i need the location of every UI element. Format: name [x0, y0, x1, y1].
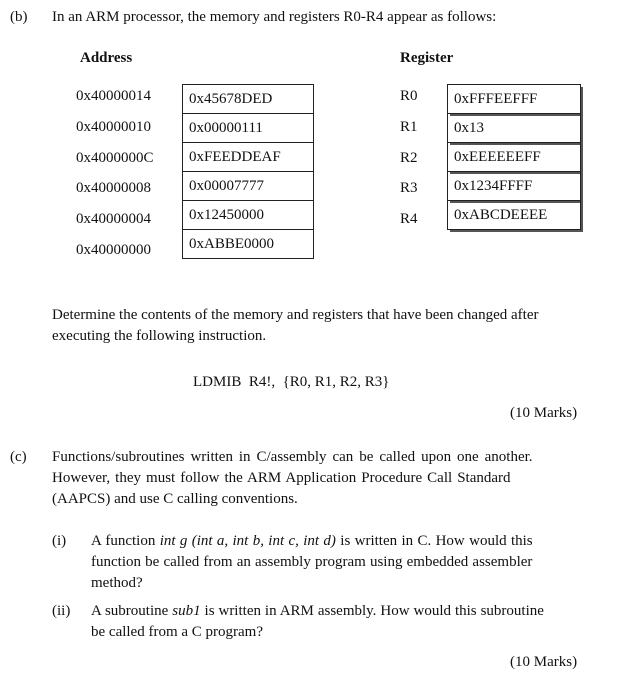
- register-value: 0xFFFEEFFF: [448, 85, 581, 114]
- register-value: 0xABCDEEEE: [448, 201, 581, 230]
- marks-c: (10 Marks): [510, 654, 578, 670]
- memory-address: 0x4000000C: [76, 150, 154, 166]
- marks-b: (10 Marks): [510, 405, 578, 421]
- memory-value: 0x45678DED: [183, 85, 314, 114]
- register-row: [448, 143, 581, 172]
- function-signature: int g (int a, int b, int c, int d): [159, 533, 336, 549]
- sub-ii-line-1-post: is written in ARM assembly. How would this subroutine: [200, 603, 544, 619]
- register-row: [448, 201, 581, 230]
- memory-row: [183, 172, 314, 201]
- register-name: R4: [400, 211, 418, 227]
- register-name: R2: [400, 150, 418, 166]
- register-value: 0x13: [448, 114, 581, 143]
- subroutine-name: sub1: [172, 603, 201, 619]
- part-b-intro: In an ARM processor, the memory and registers R0-R4 appear as follows:: [52, 9, 497, 25]
- memory-row: [183, 114, 314, 143]
- sub-i-line-3: method?: [91, 575, 143, 591]
- part-c-label: (c): [10, 449, 27, 465]
- part-c-line-3: (AAPCS) and use C calling conventions.: [52, 491, 298, 507]
- register-table: [447, 84, 581, 230]
- memory-table: [182, 84, 314, 259]
- memory-value: 0x12450000: [183, 201, 314, 230]
- memory-value: 0x00000111: [183, 114, 314, 143]
- sub-i-label: (i): [52, 533, 67, 549]
- sub-ii-line-1-pre: A subroutine: [91, 603, 173, 619]
- part-c-line-1-text: Functions/subroutines written in C/assembly can be called upon one another.: [52, 449, 533, 465]
- memory-row: [183, 230, 314, 259]
- memory-row: [183, 85, 314, 114]
- memory-address: 0x40000014: [76, 88, 151, 104]
- register-header: Register: [400, 50, 454, 66]
- memory-address: 0x40000010: [76, 119, 151, 135]
- sub-i-line-2: function be called from an assembly program using embedded assembler: [91, 554, 533, 570]
- sub-ii-line-1: [91, 603, 544, 620]
- register-row: [448, 85, 581, 114]
- register-value: 0xEEEEEEFF: [448, 143, 581, 172]
- sub-ii-line-2: be called from a C program?: [91, 624, 264, 640]
- register-row: [448, 172, 581, 201]
- instruction: LDMIB R4!, {R0, R1, R2, R3}: [193, 374, 390, 390]
- question-line-2: executing the following instruction.: [52, 328, 267, 344]
- part-b-label: (b): [10, 9, 28, 25]
- memory-row: [183, 143, 314, 172]
- register-name: R3: [400, 180, 418, 196]
- memory-address: 0x40000008: [76, 180, 151, 196]
- address-header: Address: [80, 50, 133, 66]
- sub-i-line-1-pre: A function: [91, 533, 160, 549]
- memory-value: 0xABBE0000: [183, 230, 314, 259]
- memory-address: 0x40000004: [76, 211, 151, 227]
- register-value: 0x1234FFFF: [448, 172, 581, 201]
- sub-i-line-1: [91, 533, 533, 550]
- memory-value: 0x00007777: [183, 172, 314, 201]
- part-c-line-1: [52, 449, 582, 466]
- register-name: R0: [400, 88, 418, 104]
- memory-value: 0xFEEDDEAF: [183, 143, 314, 172]
- register-row: [448, 114, 581, 143]
- sub-i-line-1-post: is written in C. How would this: [335, 533, 533, 549]
- register-name: R1: [400, 119, 418, 135]
- sub-ii-label: (ii): [52, 603, 71, 619]
- question-line-1: Determine the contents of the memory and registers that have been changed after: [52, 307, 539, 323]
- part-c-line-2: However, they must follow the ARM Application Procedure Call Standard: [52, 470, 511, 486]
- memory-row: [183, 201, 314, 230]
- memory-address: 0x40000000: [76, 242, 151, 258]
